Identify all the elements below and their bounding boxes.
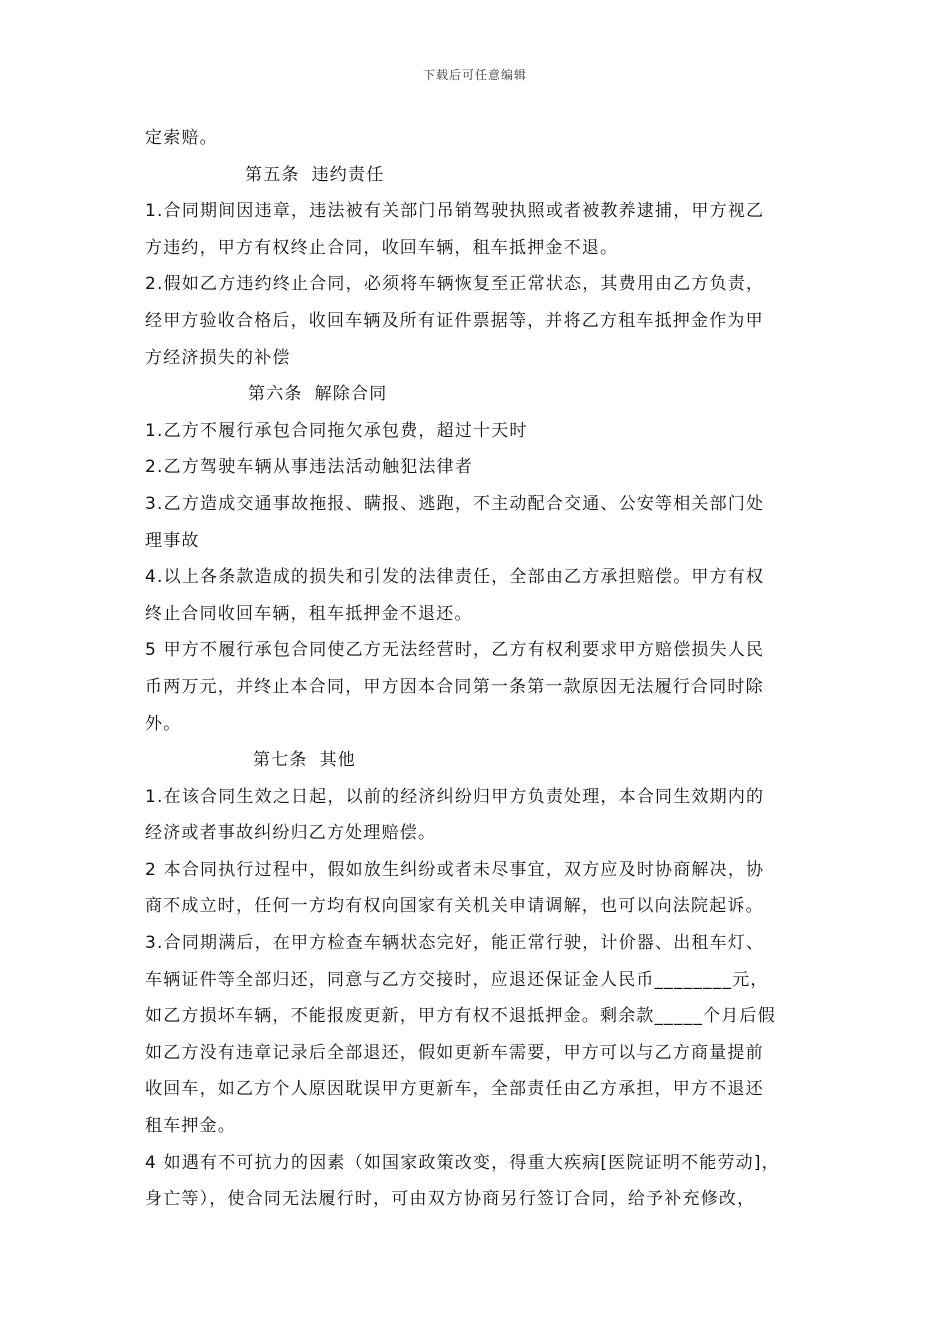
article-title: 其他 [319,750,357,771]
article-number: 第六条 [248,384,303,405]
paragraph-line: 车辆证件等全部归还，同意与乙方交接时，应退还保证金人民币________元， [145,969,769,990]
paragraph-line: 理事故 [145,530,200,551]
paragraph-line: 收回车，如乙方个人原因耽误甲方更新车，全部责任由乙方承担，甲方不退还 [145,1079,764,1100]
paragraph-line: 经甲方验收合格后，收回车辆及所有证件票据等，并将乙方租车抵押金作为甲 [145,310,764,331]
article-5-heading [145,157,810,194]
paragraph-line: 币两万元，并终止本合同，甲方因本合同第一条第一款原因无法履行合同时除 [145,676,764,697]
paragraph-line: 终止合同收回车辆，租车抵押金不退还。 [145,603,473,624]
paragraph-line: 2.假如乙方违约终止合同，必须将车辆恢复至正常状态，其费用由乙方负责， [145,274,765,295]
paragraph-line: 3.合同期满后，在甲方检查车辆状态完好，能正常行驶，计价器、出租车灯、 [145,933,765,954]
article-title: 解除合同 [314,384,388,405]
paragraph-line: 2.乙方驾驶车辆从事违法活动触犯法律者 [145,457,474,478]
paragraph-line: 经济或者事故纠纷归乙方处理赔偿。 [145,823,437,844]
paragraph-line: 方经济损失的补偿 [145,347,291,368]
paragraph-line: 4 如遇有不可抗力的因素（如国家政策改变，得重大疾病[医院证明不能劳动]， [145,1152,780,1173]
article-number: 第五条 [245,164,300,185]
article-number: 第七条 [253,750,308,771]
paragraph-line: 方违约，甲方有权终止合同，收回车辆，租车抵押金不退。 [145,237,619,258]
document-body [145,120,810,1218]
paragraph-line: 如乙方没有违章记录后全部退还，假如更新车需要，甲方可以与乙方商量提前 [145,1042,764,1063]
paragraph-line: 1.合同期间因违章，违法被有关部门吊销驾驶执照或者被教养逮捕，甲方视乙 [145,201,765,222]
paragraph-line: 3.乙方造成交通事故拖报、瞒报、逃跑，不主动配合交通、公安等相关部门处 [145,493,765,514]
paragraph-line: 4.以上各条款造成的损失和引发的法律责任，全部由乙方承担赔偿。甲方有权 [145,567,765,588]
page-header: 下载后可任意编辑 [422,68,527,82]
paragraph-line: 商不成立时，任何一方均有权向国家有关机关申请调解，也可以向法院起诉。 [145,896,764,917]
article-6-heading [145,376,810,413]
paragraph-line: 5 甲方不履行承包合同使乙方无法经营时，乙方有权利要求甲方赔偿损失人民 [145,640,765,661]
paragraph-line: 租车押金。 [145,1116,236,1137]
paragraph-line: 定索赔。 [145,128,218,148]
paragraph-line: 1.乙方不履行承包合同拖欠承包费，超过十天时 [145,420,528,441]
paragraph-line: 身亡等），使合同无法履行时，可由双方协商另行签订合同，给予补充修改， [145,1189,756,1210]
paragraph-line: 外。 [145,713,182,734]
article-title: 违约责任 [311,164,385,185]
article-7-heading [145,742,810,779]
paragraph-line: 如乙方损坏车辆，不能报废更新，甲方有权不退抵押金。剩余款_____个月后假 [145,1006,776,1027]
paragraph-line: 2 本合同执行过程中，假如放生纠纷或者未尽事宜，双方应及时协商解决，协 [145,859,765,880]
paragraph-line: 1.在该合同生效之日起，以前的经济纠纷归甲方负责处理，本合同生效期内的 [145,786,765,807]
